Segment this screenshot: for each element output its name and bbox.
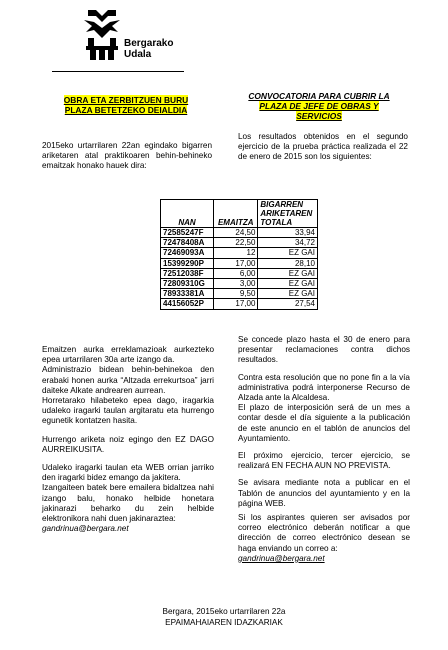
column-header-total: BIGARREN ARIKETAREN TOTALA	[258, 200, 318, 228]
table-row	[161, 279, 318, 289]
cell-total: EZ GAI	[258, 279, 318, 289]
basque-title-line1: OBRA ETA ZERBITZUEN BURU	[63, 95, 189, 105]
cell-emaitza: 17,00	[214, 258, 258, 268]
basque-body	[42, 345, 214, 534]
cell-nan: 44156052P	[161, 299, 214, 309]
cell-total: 33,94	[258, 228, 318, 238]
cell-total: EZ GAI	[258, 268, 318, 278]
cell-nan: 72469093A	[161, 248, 214, 258]
spanish-paragraph-5: Se avisara mediante nota a publicar en el Tablón de anuncios del ayuntamiento y en la página WEB.	[238, 478, 410, 508]
cell-total: 27,54	[258, 299, 318, 309]
basque-email-link[interactable]: gandrinua@bergara.net	[42, 524, 129, 534]
bergara-logo	[82, 8, 202, 62]
spanish-paragraph-1: Se concede plazo hasta el 30 de enero para presentar reclamaciones contra dichos resultados.	[238, 335, 410, 365]
spanish-email-link[interactable]: gandrinua@bergara.net	[238, 553, 325, 563]
basque-intro: 2015eko urtarrilaren 22an egindako bigarren ariketaren atal praktikoaren behin-behineko emaitzak honako hauek dira:	[42, 141, 212, 171]
logo-name-line1: Bergarako	[124, 38, 174, 49]
cell-total: 28,10	[258, 258, 318, 268]
spanish-paragraph-2: Contra esta resolución que no pone fin a la vía administrativa podrá interponerse Recurso de Alzada ante la Alcaldesa.	[238, 372, 410, 403]
cell-nan: 72512038F	[161, 268, 214, 278]
cell-emaitza: 9,50	[214, 289, 258, 299]
footer-date: Bergara, 2015eko urtarrilaren 22a	[162, 607, 286, 616]
cell-emaitza: 12	[214, 248, 258, 258]
spanish-title	[232, 91, 406, 122]
cell-nan: 72809310G	[161, 279, 214, 289]
cell-emaitza: 17,00	[214, 299, 258, 309]
cell-nan: 72585247F	[161, 228, 214, 238]
footer-signature: EPAIMAHAIAREN IDAZKARIAK	[165, 618, 283, 627]
table-row	[161, 289, 318, 299]
cell-emaitza: 24,50	[214, 228, 258, 238]
basque-paragraph-2: Administrazio bidean behin-behinekoa den erabaki honen aurka “Altzada errekurtsoa” jarri daiteke Alkate andrearen aurrean.	[42, 365, 214, 395]
cell-total: EZ GAI	[258, 248, 318, 258]
basque-paragraph-6: Izangaiteen batek bere emailera bidaltzea nahi izango balu, honako helbide honetara jakinarazi beharko du zein helbide elektronikora nahi duen jakinaraztea:	[42, 483, 214, 524]
column-header-nan: NAN	[161, 200, 214, 228]
spanish-body	[238, 335, 410, 564]
cell-emaitza: 3,00	[214, 279, 258, 289]
results-table	[160, 199, 318, 310]
bergara-coat-of-arms-icon	[82, 8, 122, 60]
spanish-paragraph-4: El próximo ejercicio, tercer ejercicio, se realizará EN FECHA AUN NO PREVISTA.	[238, 451, 410, 471]
spanish-paragraph-6: Si los aspirantes quieren ser avisados por correo electrónico deberán notificar a que dirección de correo electrónico desean se haga enviando un correo a:	[238, 513, 410, 553]
cell-nan: 72478408A	[161, 238, 214, 248]
spanish-title-line2: PLAZA DE JEFE DE OBRAS Y	[259, 101, 379, 112]
basque-title-line2: PLAZA BETETZEKO DEIALDIA	[64, 105, 188, 116]
table-row	[161, 299, 318, 309]
cell-emaitza: 6,00	[214, 268, 258, 278]
table-header-row	[161, 200, 318, 228]
table-row	[161, 228, 318, 238]
table-row	[161, 238, 318, 248]
logo-name-line2: Udala	[124, 49, 152, 60]
table-row	[161, 248, 318, 258]
spanish-title-line1: CONVOCATORIA PARA CUBRIR LA	[248, 91, 390, 101]
spanish-intro: Los resultados obtenidos en el segundo ejercicio de la prueba práctica realizada el 22 de enero de 2015 son los siguientes:	[238, 132, 408, 162]
cell-nan: 15399290P	[161, 258, 214, 268]
basque-title	[42, 95, 210, 115]
cell-total: EZ GAI	[258, 289, 318, 299]
column-header-emaitza: EMAITZA	[214, 200, 258, 228]
spanish-title-line3: SERVICIOS	[296, 111, 342, 122]
basque-paragraph-3: Horretarako hilabeteko epea dago, iragarkia udaleko iragarki taulan argitaratu eta hurrengo egunetik kontatzen hasita.	[42, 396, 214, 426]
header-divider	[52, 71, 184, 72]
cell-total: 34,72	[258, 238, 318, 248]
basque-paragraph-5: Udaleko iragarki taulan eta WEB orrian jarriko den iragarki bidez emango da jakitera.	[42, 463, 214, 483]
table-row	[161, 258, 318, 268]
cell-emaitza: 22,50	[214, 238, 258, 248]
basque-paragraph-4: Hurrengo ariketa noiz egingo den EZ DAGO AURREIKUSITA.	[42, 434, 214, 454]
spanish-paragraph-3: El plazo de interposición será de un mes a contar desde el día siguiente a la publicación de este anuncio en el tablón de anuncios del Ayuntamiento.	[238, 403, 410, 443]
basque-paragraph-1: Emaitzen aurka erreklamazioak aurkezteko epea urtarrilaren 30a arte izango da.	[42, 345, 214, 365]
cell-nan: 78933381A	[161, 289, 214, 299]
table-row	[161, 268, 318, 278]
